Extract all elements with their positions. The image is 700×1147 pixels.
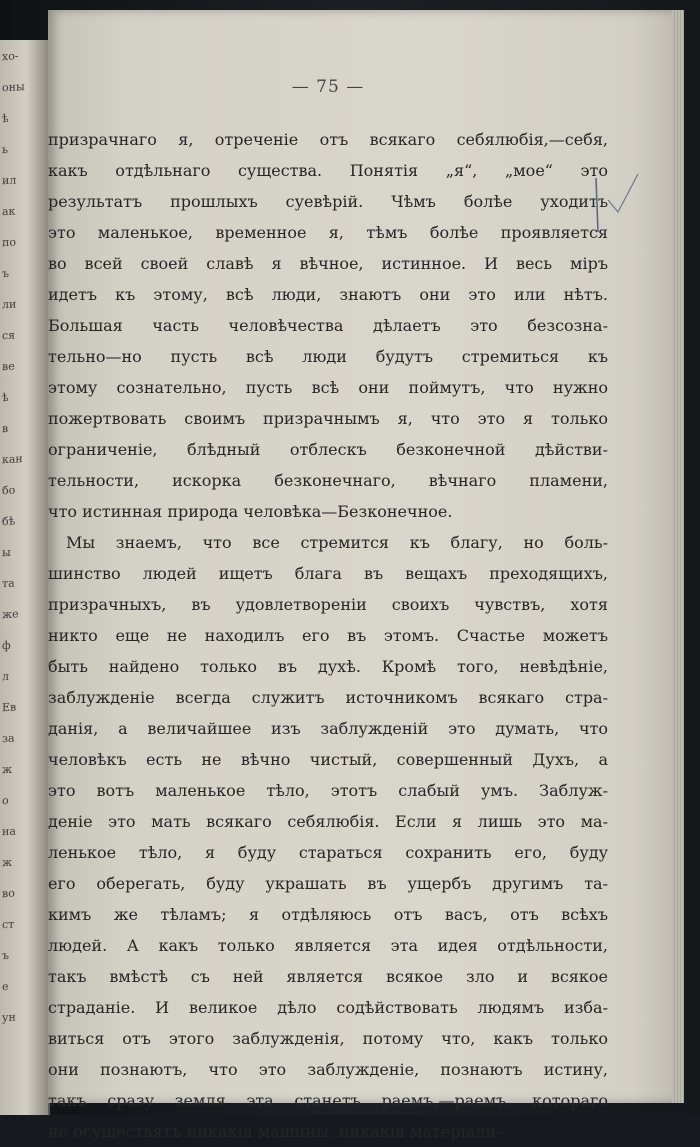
page-number: — 75 — [291, 77, 365, 97]
facing-page-fragment: ж [2, 762, 13, 777]
facing-page-left [0, 40, 50, 1115]
facing-page-fragment: Ев [2, 700, 17, 715]
facing-page-fragment: ѣ [2, 390, 9, 405]
facing-page-fragment: во [2, 886, 15, 901]
facing-page-fragment: же [2, 607, 19, 622]
text-line: какъ отдѣльнаго существа. Понятія „я“, „мое“ это [48, 161, 608, 180]
facing-page-fragment: е [2, 979, 9, 994]
facing-page-fragment: кан [2, 452, 23, 467]
pencil-checkmark-icon [588, 160, 658, 240]
text-line: людей. А какъ только является эта идея отдѣльности, [48, 936, 608, 955]
facing-page-fragment: ѣ [2, 111, 9, 126]
facing-page-fragment: ж [2, 855, 13, 870]
facing-page-fragment: та [2, 576, 15, 591]
facing-page-fragment: ъ [2, 266, 9, 281]
text-line: этому сознательно, пусть всѣ они поймутъ, что нужно [48, 378, 608, 397]
text-line: страданіе. И великое дѣло содѣйствовать людямъ избa- [48, 998, 608, 1017]
text-line: тельности, искорка безконечнаго, вѣчнаго пламени, [48, 471, 608, 490]
page-edge [672, 10, 684, 1103]
text-line: быть найдено только въ духѣ. Кромѣ того, невѣдѣніе, [48, 657, 608, 676]
facing-page-fragment: за [2, 731, 15, 746]
book-page [48, 10, 684, 1141]
text-line: не осуществятъ никакія машины, никакія матеріали- [48, 1122, 502, 1141]
facing-page-fragment: бо [2, 483, 16, 498]
text-line: деніе это мать всякаго себялюбія. Если я лишь это ма- [48, 812, 608, 831]
facing-page-fragment: ун [2, 1010, 16, 1025]
facing-page-fragment: хо- [2, 49, 19, 64]
facing-page-fragment: о [2, 793, 9, 808]
text-line: призрачнаго я, отреченіе отъ всякаго себялюбія,—себя, [48, 130, 608, 149]
text-line: такъ сразу земля эта станетъ раемъ,—раемъ, котораго [48, 1091, 608, 1110]
facing-page-fragment: ак [2, 204, 16, 219]
text-line: что истинная природа человѣка—Безконечное. [48, 502, 453, 521]
text-line: виться отъ этого заблужденія, потому что, какъ только [48, 1029, 608, 1048]
facing-page-fragment: ф [2, 638, 11, 653]
text-line: такъ вмѣстѣ съ ней является всякое зло и всякое [48, 967, 608, 986]
facing-page-fragment: в [2, 421, 9, 436]
facing-page-fragment: л [2, 669, 9, 684]
text-line: ленькое тѣло, я буду стараться сохранить его, буду [48, 843, 608, 862]
page-body-text [48, 124, 608, 1147]
text-line: пожертвовать своимъ призрачнымъ я, что это я только [48, 409, 608, 428]
text-line: тельно—но пусть всѣ люди будутъ стремиться къ [48, 347, 608, 366]
facing-page-fragment: ве [2, 359, 15, 374]
text-line: никто еще не находилъ его въ этомъ. Счастье можетъ [48, 626, 608, 645]
facing-page-fragment: ы [2, 545, 11, 560]
text-line: Мы знаемъ, что все стремится къ благу, но боль- [66, 533, 608, 552]
facing-page-fragment: ил [2, 173, 17, 188]
facing-page-fragment: ь [2, 142, 8, 157]
text-line: это маленькое, временное я, тѣмъ болѣе проявляется [48, 223, 608, 242]
facing-page-fragment: на [2, 824, 16, 839]
text-line: они познаютъ, что это заблужденіе, познаютъ истину, [48, 1060, 608, 1079]
text-line: его оберегать, буду украшать въ ущербъ другимъ та- [48, 874, 608, 893]
facing-page-fragment: ъ [2, 948, 9, 963]
text-line: это вотъ маленькое тѣло, этотъ слабый умъ. Заблуж- [48, 781, 608, 800]
text-line: призрачныхъ, въ удовлетвореніи своихъ чувствъ, хотя [48, 595, 608, 614]
facing-page-fragment: ли [2, 297, 17, 312]
text-line: во всей своей славѣ я вѣчное, истинное. И весь міръ [48, 254, 608, 273]
text-line: Большая часть человѣчества дѣлаетъ это безсозна- [48, 316, 608, 335]
text-line: идетъ къ этому, всѣ люди, знаютъ они это или нѣтъ. [48, 285, 608, 304]
text-line: заблужденіе всегда служитъ источникомъ всякаго стра- [48, 688, 608, 707]
facing-page-fragment: ся [2, 328, 16, 343]
facing-page-fragment: бѣ [2, 514, 16, 529]
facing-page-fragment: оны [2, 80, 25, 95]
text-line: шинство людей ищетъ блага въ вещахъ преходящихъ, [48, 564, 608, 583]
text-line: кимъ же тѣламъ; я отдѣляюсь отъ васъ, отъ всѣхъ [48, 905, 608, 924]
text-line: ограниченіе, блѣдный отблескъ безконечной дѣйстви- [48, 440, 608, 459]
text-line: человѣкъ есть не вѣчно чистый, совершенный Духъ, а [48, 750, 608, 769]
facing-page-fragment: по [2, 235, 16, 250]
text-line: результатъ прошлыхъ суевѣрій. Чѣмъ болѣе уходитъ [48, 192, 608, 211]
facing-page-fragment: ст [2, 917, 15, 932]
text-line: данія, а величайшее изъ заблужденій это думать, что [48, 719, 608, 738]
